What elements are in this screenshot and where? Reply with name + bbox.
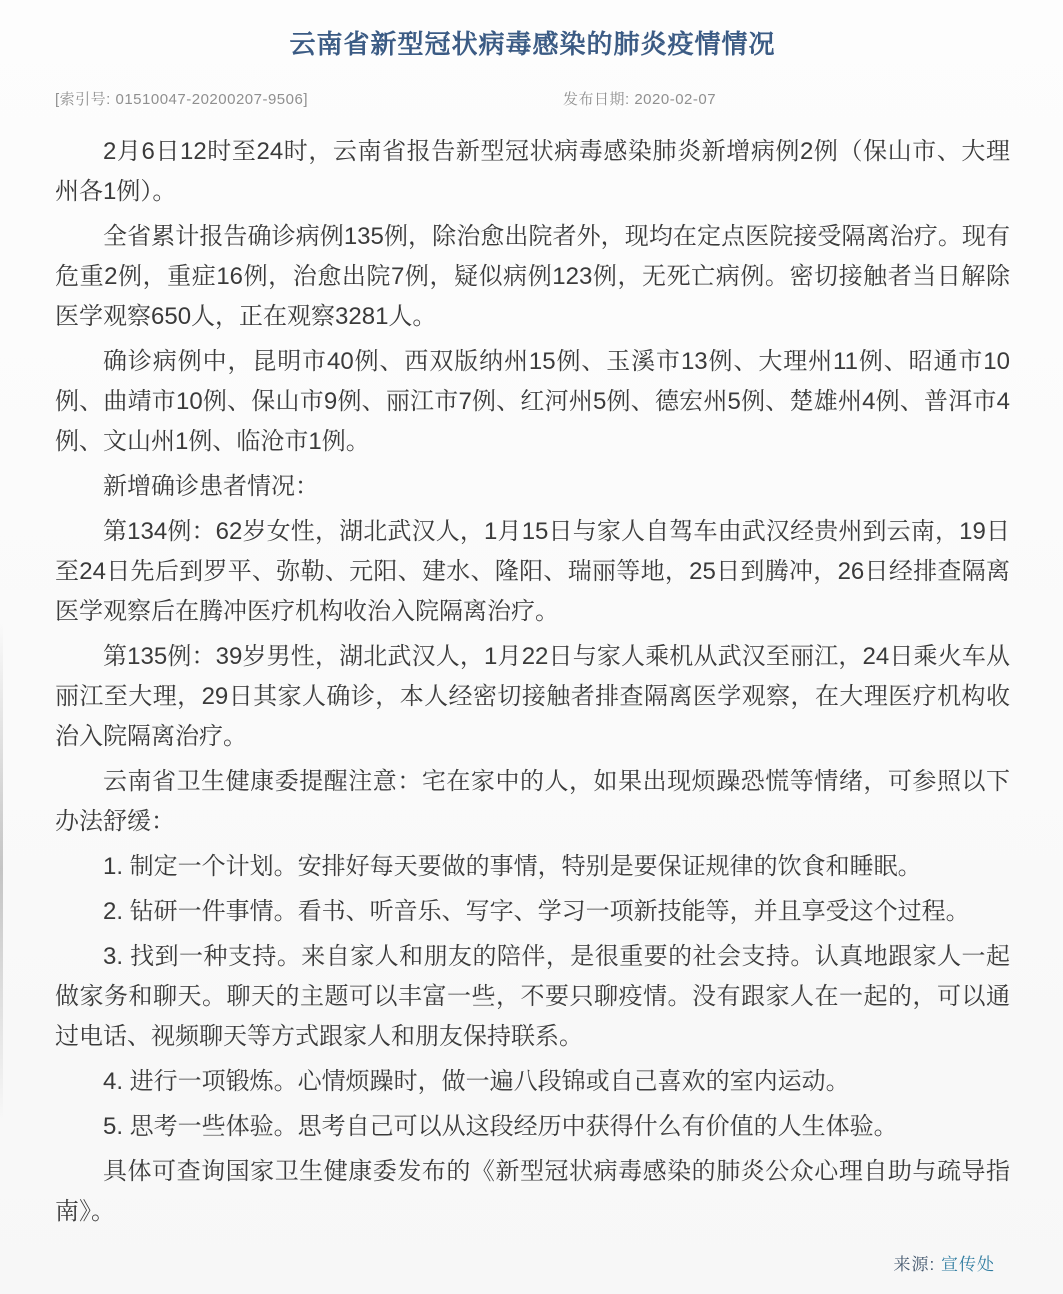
body-paragraph: 确诊病例中，昆明市40例、西双版纳州15例、玉溪市13例、大理州11例、昭通市10例、曲靖市10例、保山市9例、丽江市7例、红河州5例、德宏州5例、楚雄州4例、普洱市4例、文山州1例、临沧市1例。: [55, 348, 1010, 455]
scan-artifact-edge: [0, 620, 3, 1120]
body-paragraph: 具体可查询国家卫生健康委发布的《新型冠状病毒感染的肺炎公众心理自助与疏导指南》。: [55, 1158, 1010, 1225]
body-paragraph: 云南省卫生健康委提醒注意：宅在家中的人，如果出现烦躁恐慌等情绪，可参照以下办法舒缓：: [55, 768, 1010, 835]
list-item-5: 5. 思考一些体验。思考自己可以从这段经历中获得什么有价值的人生体验。: [103, 1113, 898, 1140]
list-item-4: 4. 进行一项锻炼。心情烦躁时，做一遍八段锦或自己喜欢的室内运动。: [103, 1068, 850, 1095]
source-line: [894, 1250, 995, 1275]
list-item-3: 3. 找到一种支持。来自家人和朋友的陪伴，是很重要的社会支持。认真地跟家人一起做家务和聊天。聊天的主题可以丰富一些，不要只聊疫情。没有跟家人在一起的，可以通过电话、视频聊天等方式跟家人和朋友保持联系。: [55, 943, 1010, 1050]
publish-date: 发布日期: 2020-02-07: [563, 91, 717, 108]
document-meta: [55, 88, 1010, 110]
body-paragraph: 全省累计报告确诊病例135例，除治愈出院者外，现均在定点医院接受隔离治疗。现有危重2例，重症16例，治愈出院7例，疑似病例123例，无死亡病例。密切接触者当日解除医学观察650人，正在观察3281人。: [55, 223, 1010, 330]
body-paragraph: 新增确诊患者情况：: [103, 473, 319, 500]
list-item-2: 2. 钻研一件事情。看书、听音乐、写字、学习一项新技能等，并且享受这个过程。: [103, 898, 970, 925]
page-title: 云南省新型冠状病毒感染的肺炎疫情情况: [289, 29, 776, 59]
source-label: 来源:: [893, 1255, 936, 1274]
body-paragraph: 第135例：39岁男性，湖北武汉人，1月22日与家人乘机从武汉至丽江，24日乘火车从丽江至大理，29日其家人确诊，本人经密切接触者排查隔离医学观察，在大理医疗机构收治入院隔离治疗。: [55, 643, 1010, 750]
index-number: [索引号: 01510047-20200207-9506]: [55, 91, 309, 108]
source-value: 宣传处: [941, 1255, 995, 1274]
body-paragraph: 2月6日12时至24时，云南省报告新型冠状病毒感染肺炎新增病例2例（保山市、大理州各1例）。: [55, 138, 1010, 205]
list-item-1: 1. 制定一个计划。安排好每天要做的事情，特别是要保证规律的饮食和睡眠。: [103, 853, 922, 880]
article-body: [55, 132, 1010, 1232]
body-paragraph: 第134例：62岁女性，湖北武汉人，1月15日与家人自驾车由武汉经贵州到云南，19日至24日先后到罗平、弥勒、元阳、建水、隆阳、瑞丽等地，25日到腾冲，26日经排查隔离医学观察后在腾冲医疗机构收治入院隔离治疗。: [55, 518, 1010, 625]
